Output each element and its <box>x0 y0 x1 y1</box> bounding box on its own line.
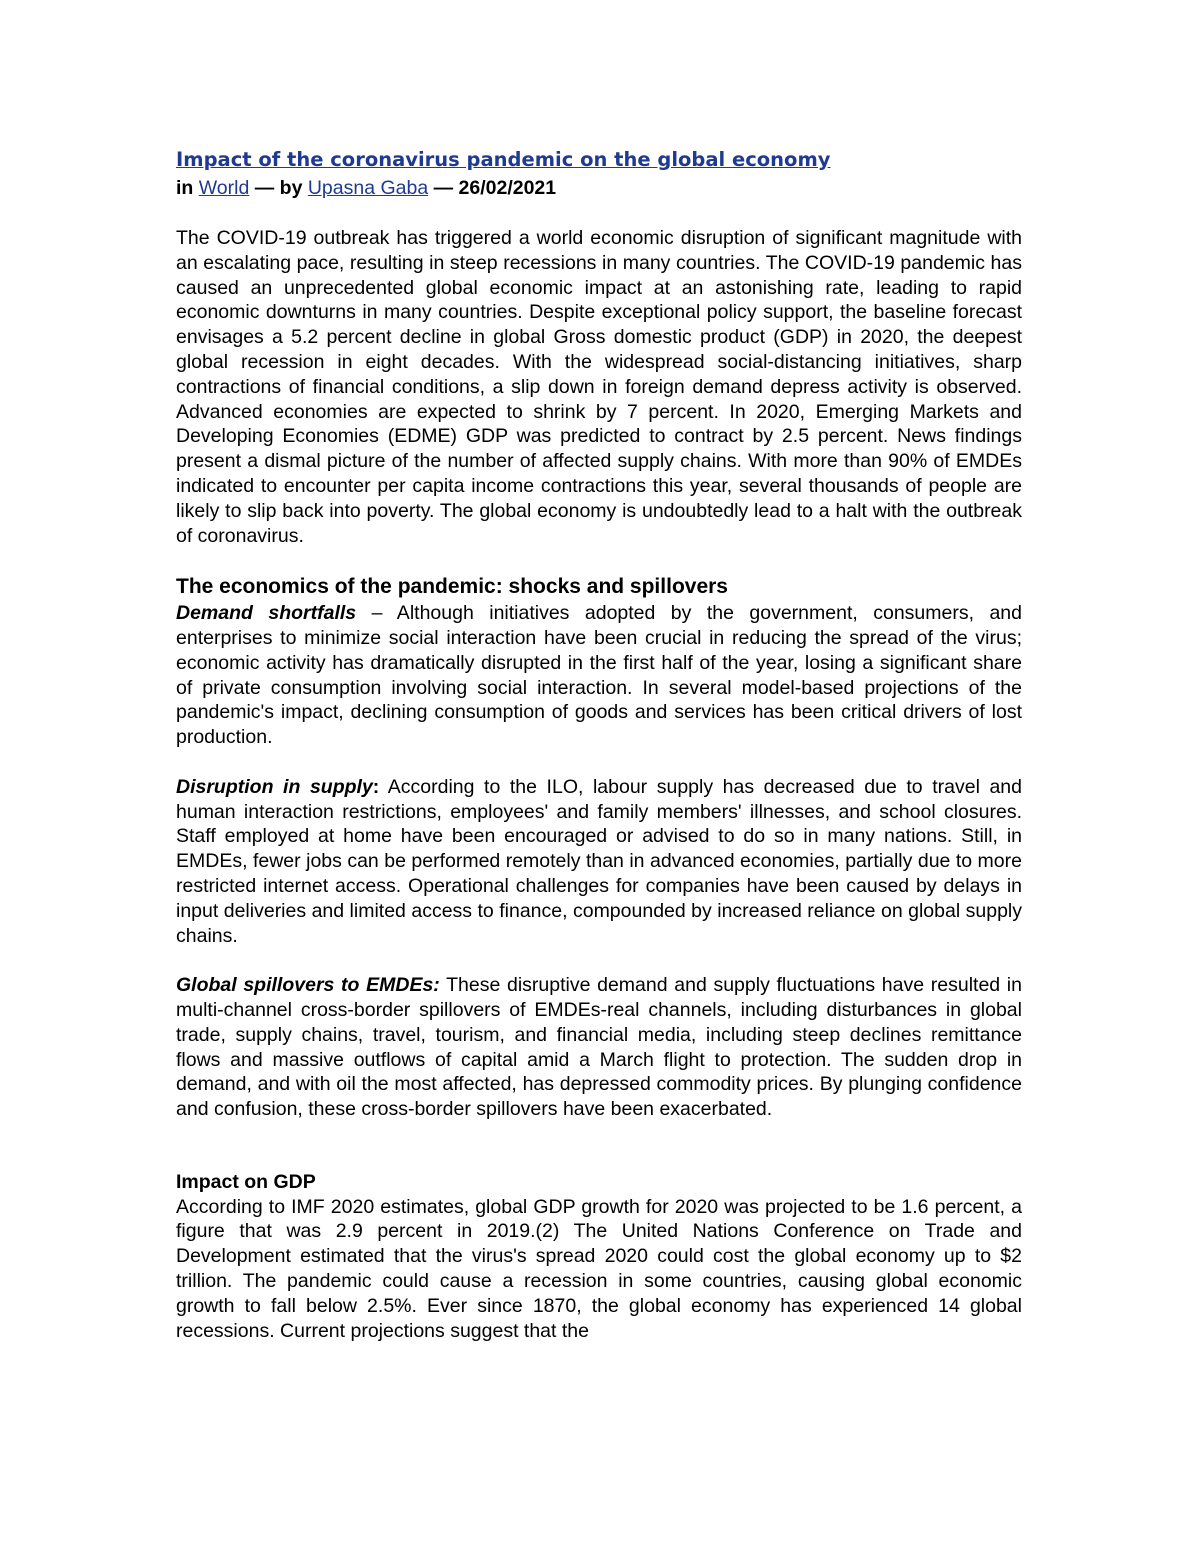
spacer <box>176 548 1022 573</box>
article-title-link[interactable]: Impact of the coronavirus pandemic on the global economy <box>176 148 831 171</box>
spacer <box>176 948 1022 973</box>
publish-date: 26/02/2021 <box>458 177 557 199</box>
supply-colon: : <box>372 775 380 798</box>
intro-paragraph: The COVID-19 outbreak has triggered a world economic disruption of significant magnitude with an escalating pace, resulting in steep recessions in many countries. The COVID-19 pandemic has caused an unprecedented global economic impact at an astonishing rate, leading to rapid economic downturns in many countries. Despite exceptional policy support, the baseline forecast envisages a 5.2 percent decline in global Gross domestic product (GDP) in 2020, the deepest global recession in eight decades. With the widespread social-distancing initiatives, sharp contractions of financial conditions, a slip down in foreign demand depress activity is observed. Advanced economies are expected to shrink by 7 percent. In 2020, Emerging Markets and Developing Economies (EDME) GDP was predicted to contract by 2.5 percent. News findings present a dismal picture of the number of affected supply chains. With more than 90% of EMDEs indicated to encounter per capita income contractions this year, several thousands of people are likely to slip back into poverty. The global economy is undoubtedly lead to a halt with the outbreak of coronavirus. <box>176 227 1022 547</box>
gdp-paragraph: According to IMF 2020 estimates, global GDP growth for 2020 was projected to be 1.6 percent, a figure that was 2.9 percent in 2019.(2) The United Nations Conference on Trade and Development estimated that the virus's spread 2020 could cost the global economy up to $2 trillion. The pandemic could cause a recession in some countries, causing global economic growth to fall below 2.5%. Ever since 1870, the global economy has experienced 14 global recessions. Current projections suggest that the <box>176 1195 1022 1342</box>
byline-by: — by <box>249 177 308 199</box>
spillovers-text: These disruptive demand and supply fluctuations have resulted in multi-channel cross-border spillovers of EMDEs-real channels, including disturbances in global trade, supply chains, travel, tourism, and financial media, including steep declines remittance flows and massive outflows of capital amid a March flight to protection. The sudden drop in demand, and with oil the most affected, has depressed commodity prices. By plunging confidence and confusion, these cross-border spillovers have been exacerbated. <box>176 974 1022 1121</box>
article-byline <box>176 174 1022 202</box>
supply-text: According to the ILO, labour supply has decreased due to travel and human interaction restrictions, employees' and family members' illnesses, and school closures. Staff employed at home have been encouraged or advised to do so in many nations. Still, in EMDEs, fewer jobs can be performed remotely than in advanced economies, partially due to more restricted internet access. Operational challenges for companies have been caused by delays in input deliveries and limited access to finance, compounded by increased reliance on global supply chains. <box>176 775 1022 947</box>
spillovers-paragraph <box>176 973 1022 1122</box>
supply-lead: Disruption in supply <box>176 775 373 798</box>
document-page <box>176 146 1022 1343</box>
byline-in: in <box>176 177 199 199</box>
section-heading-gdp: Impact on GDP <box>176 1170 316 1193</box>
demand-paragraph <box>176 601 1022 750</box>
byline-separator: — <box>428 177 459 199</box>
supply-paragraph <box>176 775 1022 949</box>
spillovers-lead: Global spillovers to EMDEs: <box>176 974 440 997</box>
category-link[interactable]: World <box>198 177 250 199</box>
spacer <box>176 1122 1022 1170</box>
demand-lead: Demand shortfalls <box>176 602 357 625</box>
article-title-line <box>176 146 1022 174</box>
author-link[interactable]: Upasna Gaba <box>307 177 429 199</box>
spacer <box>176 750 1022 775</box>
demand-text: – Although initiatives adopted by the government, consumers, and enterprises to minimize social interaction have been crucial in reducing the spread of the virus; economic activity has dramatically disrupted in the first half of the year, losing a significant share of private consumption involving social interaction. In several model-based projections of the pandemic's impact, declining consumption of goods and services has been critical drivers of lost production. <box>176 602 1022 749</box>
section-heading-economics: The economics of the pandemic: shocks and spillovers <box>176 575 728 599</box>
